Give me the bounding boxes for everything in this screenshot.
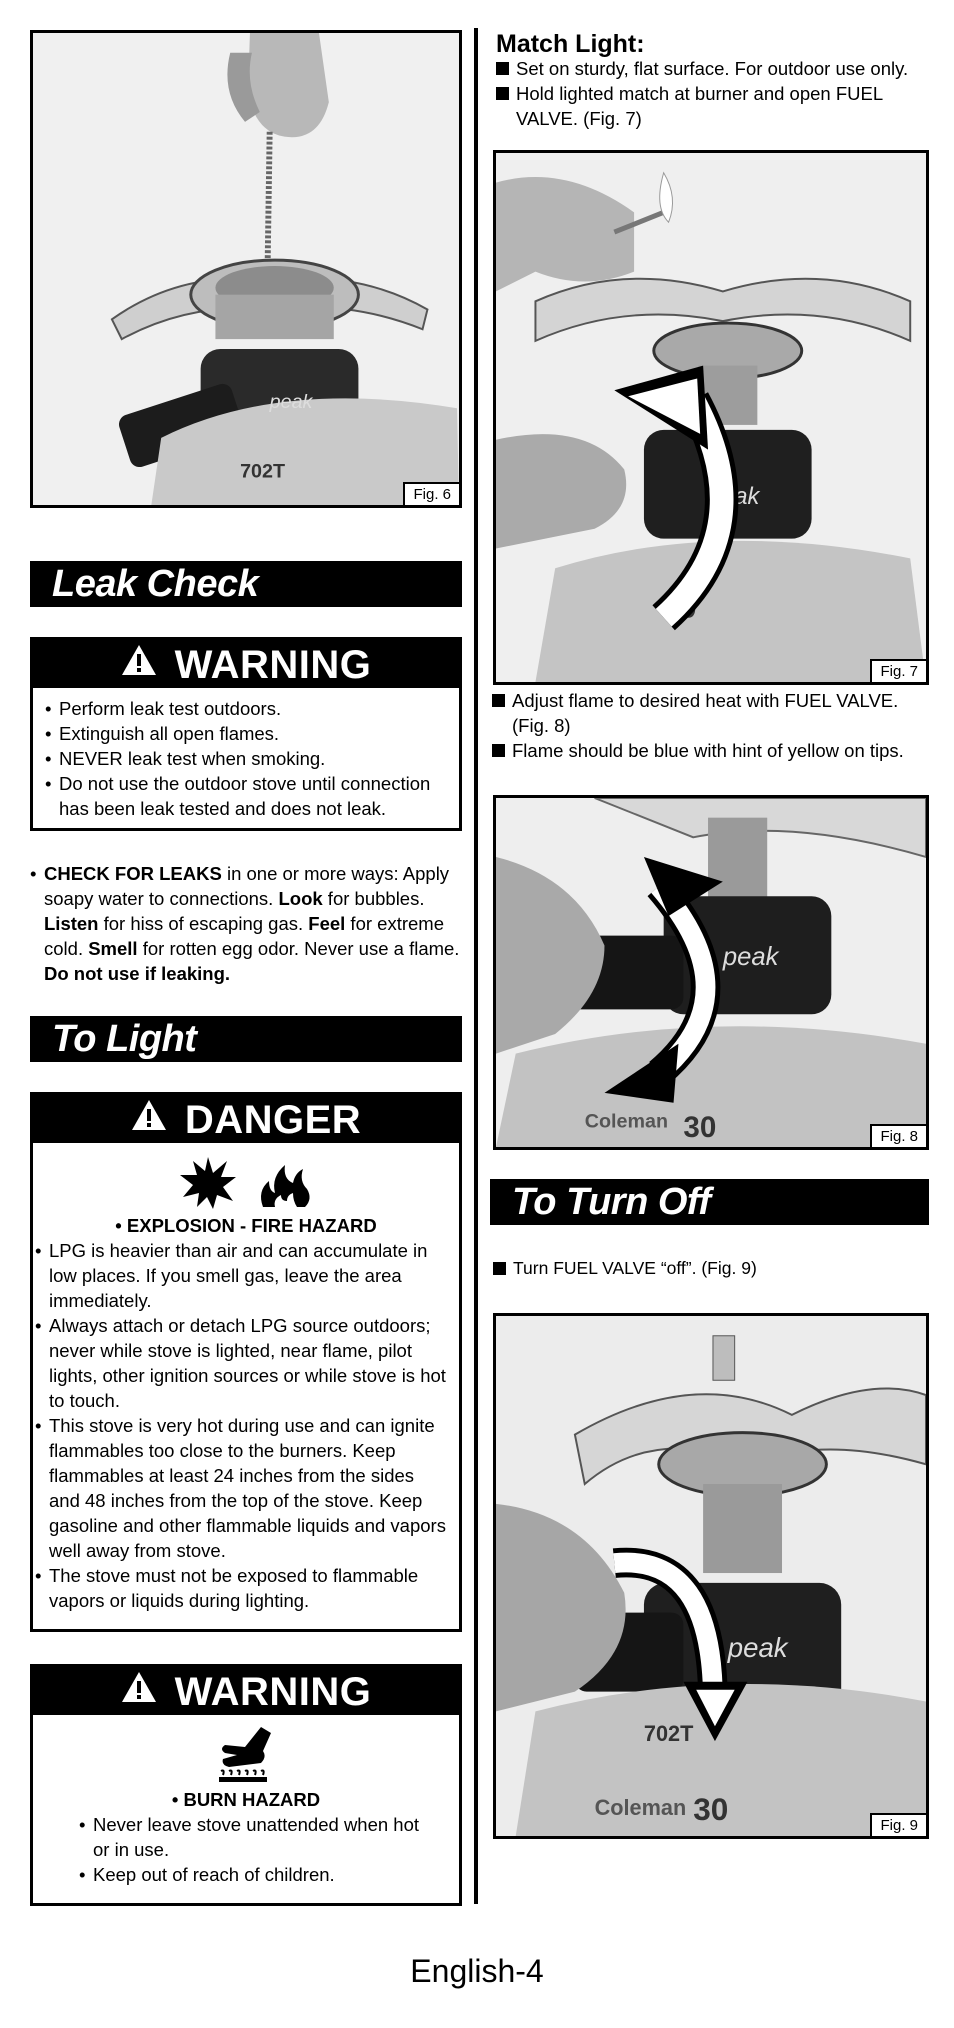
danger-list — [33, 1238, 459, 1613]
photo-can-size: 30 — [683, 1111, 717, 1145]
leak-check-warning-box — [30, 637, 462, 831]
photo-brand-text: peak — [708, 483, 760, 511]
turn-off-item: Turn FUEL VALVE “off”. (Fig. 9) — [493, 1256, 933, 1281]
check-text-2: for bubbles. — [322, 888, 425, 909]
danger-title: DANGER — [184, 1098, 362, 1142]
to-turn-off-heading: To Turn Off — [490, 1179, 929, 1225]
burn-hazard-label: • BURN HAZARD — [171, 1789, 321, 1810]
photo-can-size: 30 — [693, 1791, 729, 1828]
column-divider — [474, 28, 478, 1904]
figure-6-photo — [30, 30, 462, 508]
danger-item: • The stove must not be exposed to flammable vapors or liquids during lighting. — [33, 1563, 447, 1613]
match-light-item: Set on sturdy, flat surface. For outdoor use only. — [496, 56, 936, 81]
figure-9-label: Fig. 9 — [870, 1813, 926, 1836]
photo-can-brand: Coleman — [584, 1110, 669, 1133]
hazard-icons — [33, 1143, 459, 1213]
burn-warning-box — [30, 1664, 462, 1906]
photo-can-size: 30 — [663, 591, 697, 625]
stove-hose-photo — [33, 33, 459, 505]
match-light-list — [496, 56, 936, 131]
figure-6-label: Fig. 6 — [403, 482, 459, 505]
figure-8-label: Fig. 8 — [870, 1124, 926, 1147]
photo-brand-text: peak — [722, 943, 779, 972]
fire-icon — [255, 1155, 313, 1209]
lighting-match-photo — [496, 153, 926, 682]
warning-header — [33, 640, 459, 688]
check-bold-2: Look — [278, 888, 323, 909]
check-text-3: for hiss of escaping gas. — [98, 913, 309, 934]
photo-brand-text: peak — [727, 1632, 788, 1664]
check-bold-5: Smell — [88, 938, 138, 959]
leak-warning-item: • Extinguish all open flames. — [33, 721, 449, 746]
burn-item: • Never leave stove unattended when hot or in use. — [67, 1812, 429, 1862]
check-for-leaks-paragraph: • CHECK FOR LEAKS in one or more ways: Apply soapy water to connections. Look for bubbles. Listen for hiss of escaping gas. Feel for extreme cold. Smell for rotten egg odor. Never use a flame. Do not use if leaking. — [30, 863, 460, 984]
adjust-item: Flame should be blue with hint of yellow on tips. — [492, 738, 932, 763]
burn-hand-icon — [215, 1725, 277, 1783]
check-text-1: in one or more ways: Apply soapy water to connections. — [44, 863, 450, 909]
explosion-hazard-label: • EXPLOSION - FIRE HAZARD — [115, 1215, 377, 1236]
adjust-list — [492, 688, 932, 763]
burn-warning-header — [33, 1667, 459, 1715]
warning-title: WARNING — [174, 643, 372, 687]
match-light-item: Hold lighted match at burner and open FUEL VALVE. (Fig. 7) — [496, 81, 936, 131]
leak-warning-item: • NEVER leak test when smoking. — [33, 746, 449, 771]
to-light-heading: To Light — [30, 1016, 462, 1062]
photo-model-text: 702T — [643, 1721, 694, 1747]
photo-can-brand: Coleman — [594, 1795, 687, 1821]
leak-warning-list — [33, 688, 459, 821]
burn-icon-wrap — [33, 1715, 459, 1787]
danger-item: • LPG is heavier than air and can accumulate in low places. If you smell gas, leave the area immediately. — [33, 1238, 447, 1313]
danger-header — [33, 1095, 459, 1143]
danger-item: • This stove is very hot during use and can ignite flammables too close to the burners. Keep flammables at least 24 inches from the sides and 48 inches from the top of the stove. Keep gasoline and other flammable liquids and vapors well away from stove. — [33, 1413, 447, 1563]
leak-check-heading: Leak Check — [30, 561, 462, 607]
explosion-icon — [179, 1155, 237, 1209]
match-light-heading: Match Light: — [496, 30, 645, 58]
burn-warning-title: WARNING — [174, 1670, 372, 1714]
warning-triangle-icon — [121, 638, 157, 688]
figure-7-label: Fig. 7 — [870, 659, 926, 682]
check-text-4: for extreme cold. — [44, 913, 444, 959]
turn-off-list — [493, 1256, 933, 1281]
check-bold-4: Feel — [308, 913, 346, 934]
turn-off-valve-photo — [496, 1316, 926, 1836]
danger-triangle-icon — [131, 1093, 167, 1143]
leak-warning-item: • Perform leak test outdoors. — [33, 696, 449, 721]
figure-7-photo — [493, 150, 929, 685]
warning-triangle-icon — [121, 1665, 157, 1715]
burn-item: • Keep out of reach of children. — [67, 1862, 429, 1887]
photo-model-text: 702T — [240, 460, 286, 483]
figure-9-photo — [493, 1313, 929, 1839]
figure-8-photo — [493, 795, 929, 1150]
burn-list — [33, 1812, 459, 1887]
adjust-flame-photo — [496, 798, 926, 1147]
leak-warning-item: • Do not use the outdoor stove until connection has been leak tested and does not leak. — [33, 771, 449, 821]
check-bold-6: Do not use if leaking. — [44, 963, 231, 984]
danger-box — [30, 1092, 462, 1632]
danger-item: • Always attach or detach LPG source outdoors; never while stove is lighted, near flame, pilot lights, other ignition sources or while stove is hot to touch. — [33, 1313, 447, 1413]
check-bold-3: Listen — [44, 913, 99, 934]
adjust-item: Adjust flame to desired heat with FUEL VALVE. (Fig. 8) — [492, 688, 932, 738]
check-bold-1: CHECK FOR LEAKS — [44, 863, 222, 884]
photo-brand-text: peak — [269, 391, 313, 414]
check-text-5: for rotten egg odor. Never use a flame. — [137, 938, 460, 959]
page-number-footer: English-4 — [410, 1953, 544, 1989]
